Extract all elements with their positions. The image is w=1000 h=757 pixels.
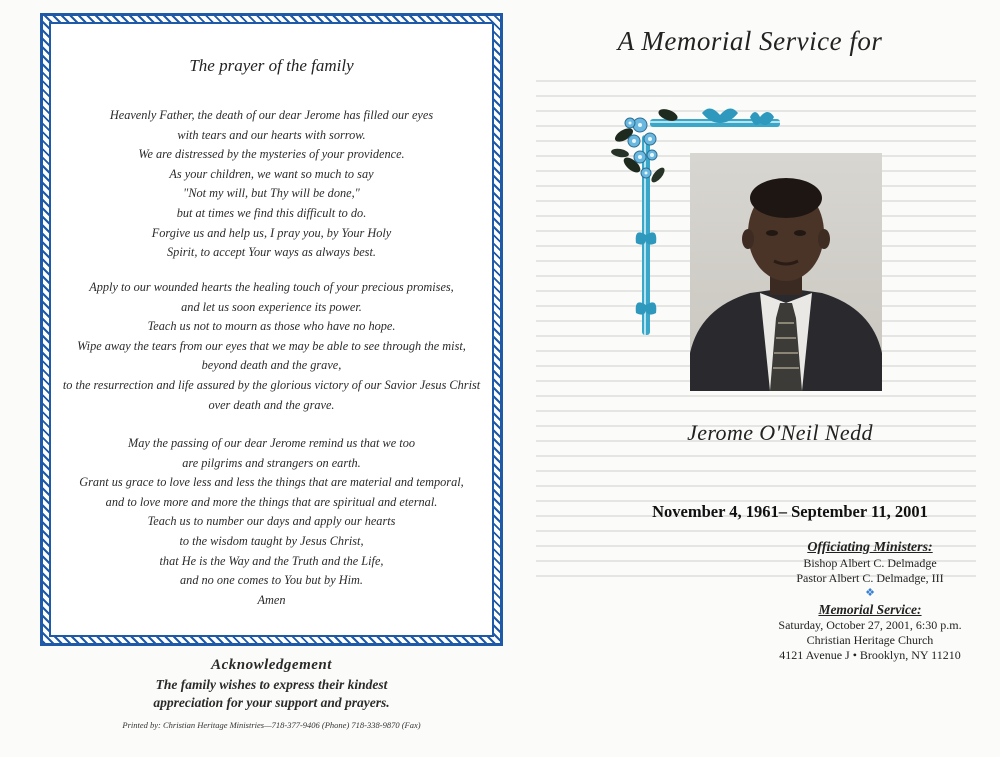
prayer-line: Amen	[257, 592, 286, 607]
floral-ribbon-corner	[610, 95, 790, 345]
printer-credit: Printed by: Christian Heritage Ministries—718-377-9406 (Phone) 718-338-9870 (Fax)	[122, 720, 421, 730]
officiating-ministers	[690, 540, 1000, 586]
prayer-line: Teach us to number our days and apply our hearts	[147, 514, 396, 529]
prayer-line: Grant us grace to love less and less the things that are material and temporal,	[79, 475, 464, 490]
diamond-divider-icon: ❖	[865, 587, 875, 599]
right-page	[500, 0, 1000, 757]
prayer-line: Apply to our wounded hearts the healing touch of your precious promises,	[89, 280, 454, 294]
deceased-name: Jerome O'Neil Nedd	[687, 420, 873, 445]
prayer-line: Wipe away the tears from our eyes that we may be able to see through the mist,	[77, 338, 466, 353]
prayer-line: Heavenly Father, the death of our dear Jerome has filled our eyes	[109, 108, 434, 122]
acknowledgement-text	[40, 676, 503, 712]
minister-name: Bishop Albert C. Delmadge	[803, 556, 937, 570]
prayer-panel	[49, 22, 494, 637]
acknowledgement-line: The family wishes to express their kindest	[155, 677, 388, 692]
prayer-line: Teach us not to mourn as those who have no hope.	[147, 319, 396, 334]
prayer-line: are pilgrims and strangers on earth.	[182, 455, 361, 470]
prayer-line: May the passing of our dear Jerome remind us that we too	[127, 436, 415, 450]
service-address: 4121 Avenue J • Brooklyn, NY 11210	[779, 648, 961, 662]
prayer-line: As your children, we want so much to say	[169, 166, 374, 181]
prayer-line: "Not my will, but Thy will be done,"	[183, 186, 360, 201]
prayer-paragraph-2	[51, 278, 492, 415]
prayer-line: that He is the Way and the Truth and the Life,	[159, 553, 384, 568]
prayer-line: to the wisdom taught by Jesus Christ,	[179, 533, 364, 548]
decorative-border	[40, 13, 503, 646]
memorial-service-details	[690, 602, 1000, 663]
prayer-line: over death and the grave.	[208, 397, 335, 412]
prayer-title: The prayer of the family	[189, 56, 354, 75]
service-venue: Christian Heritage Church	[806, 633, 934, 647]
prayer-line: Spirit, to accept Your ways as always best.	[167, 245, 376, 260]
minister-name: Pastor Albert C. Delmadge, III	[796, 571, 944, 585]
prayer-line: and let us soon experience its power.	[181, 299, 362, 314]
prayer-line: We are distressed by the mysteries of your providence.	[138, 147, 405, 162]
officiating-heading: Officiating Ministers:	[807, 540, 933, 555]
prayer-line: but at times we find this difficult to do.	[176, 205, 367, 220]
prayer-line: Forgive us and help us, I pray you, by Your Holy	[151, 225, 392, 240]
service-heading: Memorial Service:	[818, 602, 922, 617]
prayer-paragraph-1	[51, 106, 492, 263]
prayer-line: with tears and our hearts with sorrow.	[177, 127, 366, 142]
prayer-paragraph-3	[51, 434, 492, 610]
prayer-line: and to love more and more the things that are spiritual and eternal.	[105, 494, 438, 509]
memorial-title: A Memorial Service for	[617, 26, 883, 56]
prayer-line: to the resurrection and life assured by the glorious victory of our Savior Jesus Christ	[62, 377, 481, 392]
prayer-line: beyond death and the grave,	[201, 358, 342, 373]
service-date: Saturday, October 27, 2001, 6:30 p.m.	[778, 618, 962, 632]
acknowledgement-title: Acknowledgement	[211, 657, 332, 673]
prayer-line: and no one comes to You but by Him.	[180, 573, 363, 588]
life-dates: November 4, 1961– September 11, 2001	[652, 502, 928, 521]
acknowledgement-line: appreciation for your support and prayers.	[153, 695, 390, 710]
